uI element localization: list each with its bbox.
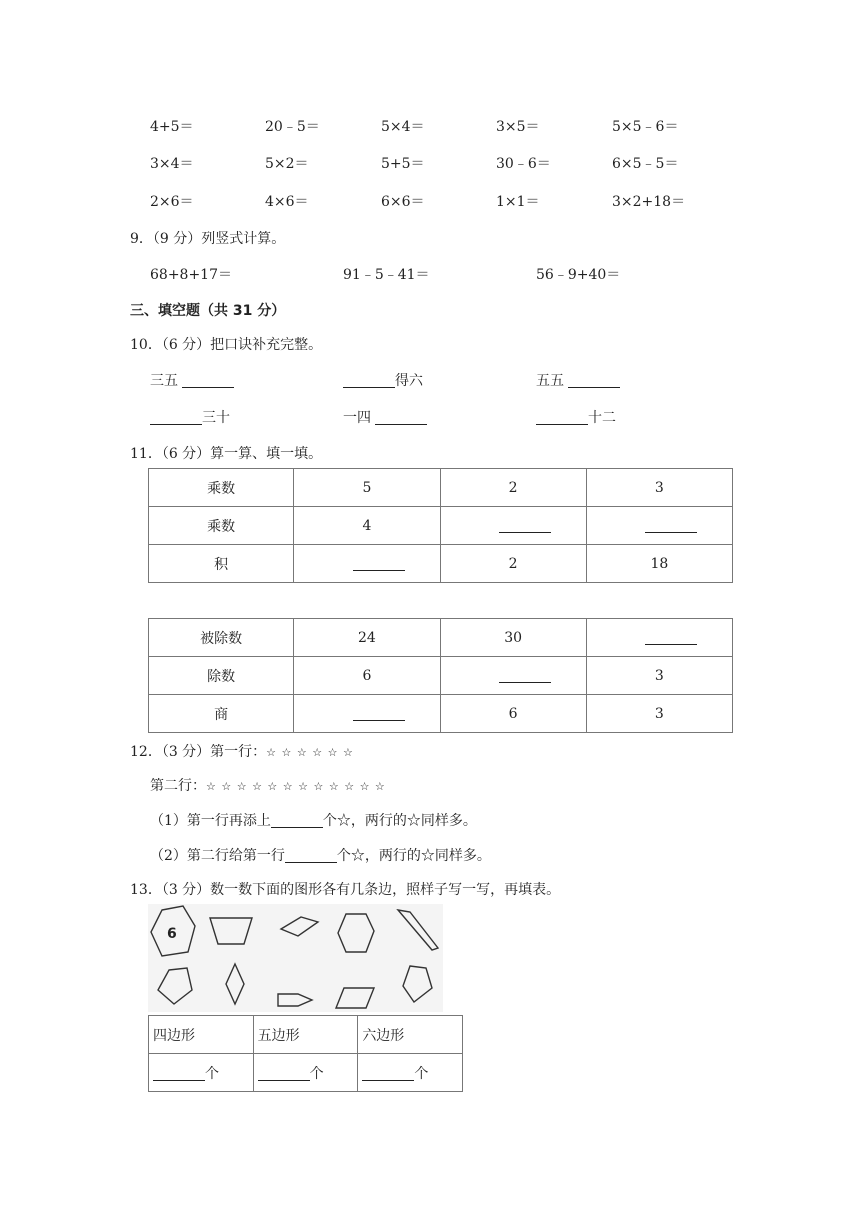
table-cell: 24 — [294, 619, 440, 657]
arith-item: 4×6＝ — [265, 194, 309, 210]
answer-cell[interactable] — [440, 507, 586, 545]
q11-title: 11．（6 分）算一算、填一填。 — [130, 446, 323, 462]
table-cell: 3 — [586, 657, 732, 695]
q10-item-5-text: 一四 — [343, 410, 376, 426]
table-cell: 3 — [586, 469, 732, 507]
answer-cell[interactable] — [294, 545, 440, 583]
q10-item-3 — [536, 370, 620, 390]
column-header: 四边形 — [149, 1016, 254, 1054]
row-header-cell: 积 — [149, 545, 294, 583]
answer-blank[interactable] — [182, 373, 234, 388]
answer-blank[interactable] — [150, 410, 202, 425]
answer-blank[interactable] — [258, 1066, 310, 1081]
q10-item-2 — [343, 370, 423, 390]
parallelogram-slant — [398, 910, 438, 950]
answer-blank[interactable] — [343, 373, 395, 388]
arith-item: 5×4＝ — [381, 119, 425, 135]
table-row — [149, 1054, 463, 1092]
answer-blank[interactable] — [362, 1066, 414, 1081]
answer-cell[interactable] — [586, 507, 732, 545]
row-header-cell: 乘数 — [149, 507, 294, 545]
arith-item: 3×4＝ — [150, 156, 194, 172]
q12-row1 — [130, 741, 354, 761]
q12-sub2-tail: 个☆，两行的☆同样多。 — [336, 848, 491, 864]
q9-item-3: 56﹣9+40＝ — [536, 267, 621, 283]
q9-title: 9．（9 分）列竖式计算。 — [130, 231, 286, 247]
arith-item: 6×6＝ — [381, 194, 425, 210]
answer-blank[interactable] — [353, 706, 405, 721]
answer-cell[interactable] — [253, 1054, 358, 1092]
q12-sub2 — [150, 845, 491, 865]
table-row — [149, 657, 733, 695]
arith-item: 20﹣5＝ — [265, 119, 320, 135]
arith-item: 6×5﹣5＝ — [612, 156, 679, 172]
q12-sub2-text: （2）第二行给第一行 — [150, 848, 285, 864]
q12-sub1-text: （1）第一行再添上 — [150, 813, 271, 829]
arith-item: 30﹣6＝ — [496, 156, 551, 172]
table-cell: 6 — [440, 695, 586, 733]
polygon-figure — [148, 904, 443, 1012]
table-row — [149, 695, 733, 733]
row-header-cell: 乘数 — [149, 469, 294, 507]
row1-stars: ☆ ☆ ☆ ☆ ☆ ☆ — [266, 746, 354, 759]
answer-blank[interactable] — [499, 518, 551, 533]
rhombus-flat — [281, 917, 318, 936]
table-cell: 5 — [294, 469, 440, 507]
unit-label: 个 — [309, 1065, 324, 1082]
arith-item: 4+5＝ — [150, 119, 194, 135]
table-cell: 2 — [440, 545, 586, 583]
q13-title: 13．（3 分）数一数下面的图形各有几条边，照样子写一写，再填表。 — [130, 882, 561, 898]
answer-blank[interactable] — [153, 1066, 205, 1081]
trapezoid — [210, 918, 252, 944]
q10-item-4 — [150, 407, 230, 427]
row-header-cell: 商 — [149, 695, 294, 733]
polygon-count-table — [148, 1015, 463, 1092]
answer-blank[interactable] — [353, 556, 405, 571]
answer-blank[interactable] — [568, 373, 620, 388]
table-cell: 2 — [440, 469, 586, 507]
example-hexagon-label: 6 — [167, 926, 177, 942]
answer-cell[interactable] — [149, 1054, 254, 1092]
arith-item: 3×5＝ — [496, 119, 540, 135]
row2-stars: ☆ ☆ ☆ ☆ ☆ ☆ ☆ ☆ ☆ ☆ ☆ ☆ — [206, 780, 386, 793]
answer-blank[interactable] — [285, 848, 337, 863]
hexagon-tall — [338, 914, 374, 952]
answer-blank[interactable] — [645, 518, 697, 533]
answer-cell[interactable] — [358, 1054, 463, 1092]
q12-title: 12．（3 分）第一行： — [130, 744, 267, 760]
table-cell: 30 — [440, 619, 586, 657]
row-header-cell: 被除数 — [149, 619, 294, 657]
q12-sub1 — [150, 810, 477, 830]
answer-blank[interactable] — [375, 410, 427, 425]
q10-item-5 — [343, 407, 427, 427]
section-heading: 三、填空题（共 31 分） — [130, 303, 286, 319]
column-header: 五边形 — [253, 1016, 358, 1054]
arith-item: 5+5＝ — [381, 156, 425, 172]
q10-item-1 — [150, 370, 234, 390]
row2-label: 第二行： — [150, 778, 206, 794]
q10-item-2-text: 得六 — [395, 373, 423, 389]
answer-cell[interactable] — [294, 695, 440, 733]
table-cell: 4 — [294, 507, 440, 545]
answer-cell[interactable] — [440, 657, 586, 695]
q9-item-1: 68+8+17＝ — [150, 267, 232, 283]
table-row — [149, 619, 733, 657]
table-row — [149, 507, 733, 545]
table-cell: 3 — [586, 695, 732, 733]
division-table — [148, 618, 733, 733]
unit-label: 个 — [205, 1065, 219, 1082]
pentagon-right — [403, 966, 432, 1002]
q10-item-3-text: 五五 — [536, 373, 569, 389]
row-header-cell: 除数 — [149, 657, 294, 695]
q12-row2 — [150, 775, 386, 795]
q10-item-6 — [536, 407, 616, 427]
q12-sub1-tail: 个☆，两行的☆同样多。 — [322, 813, 477, 829]
arith-item: 5×2＝ — [265, 156, 309, 172]
table-row — [149, 469, 733, 507]
table-row — [149, 545, 733, 583]
answer-blank[interactable] — [645, 630, 697, 645]
arith-item: 3×2+18＝ — [612, 194, 686, 210]
q10-item-1-text: 三五 — [150, 373, 183, 389]
multiplication-table — [148, 468, 733, 583]
parallelogram — [336, 988, 374, 1008]
answer-cell[interactable] — [586, 619, 732, 657]
arrow-pentagon — [278, 994, 312, 1006]
column-header: 六边形 — [358, 1016, 463, 1054]
arith-item: 5×5﹣6＝ — [612, 119, 679, 135]
pentagon-left — [158, 968, 192, 1004]
q10-title: 10．（6 分）把口诀补充完整。 — [130, 337, 323, 353]
q10-item-4-text: 三十 — [202, 410, 230, 426]
table-cell: 6 — [294, 657, 440, 695]
table-header-row — [149, 1016, 463, 1054]
arith-item: 2×6＝ — [150, 194, 194, 210]
answer-blank[interactable] — [499, 668, 551, 683]
answer-blank[interactable] — [536, 410, 588, 425]
unit-label: 个 — [414, 1065, 429, 1082]
rhombus-tall — [226, 964, 244, 1004]
arith-item: 1×1＝ — [496, 194, 540, 210]
table-cell: 18 — [586, 545, 732, 583]
answer-blank[interactable] — [271, 813, 323, 828]
q10-item-6-text: 十二 — [588, 410, 616, 426]
q9-item-2: 91﹣5﹣41＝ — [343, 267, 430, 283]
